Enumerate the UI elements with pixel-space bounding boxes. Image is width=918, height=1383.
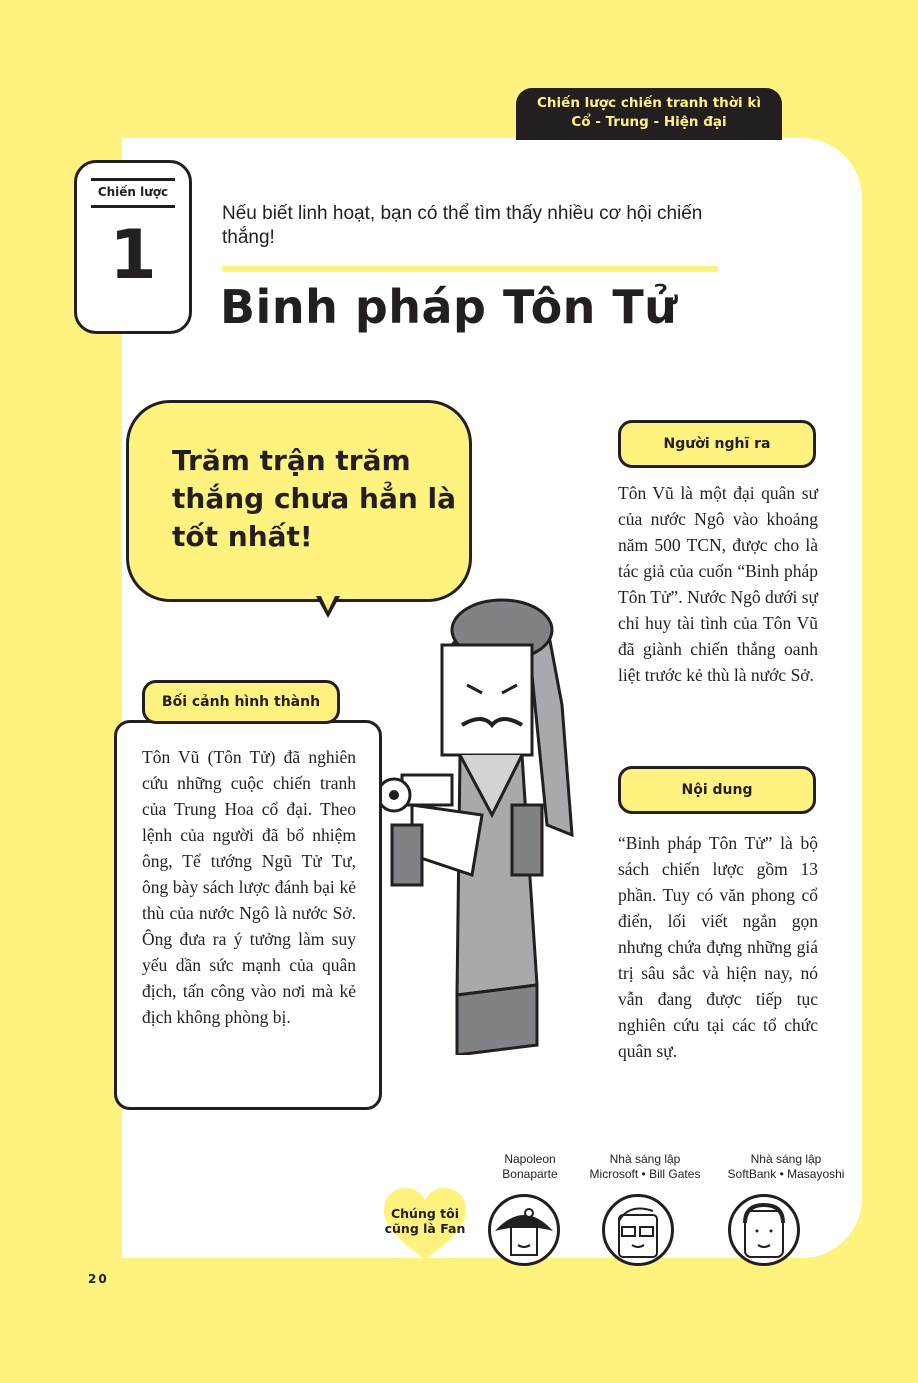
speech-bubble-text: Trăm trận trăm thắng chưa hẳn là tốt nhất!: [172, 444, 457, 553]
napoleon-portrait-icon: [488, 1194, 560, 1266]
fan-name-line: Nhà sáng lập: [750, 1152, 822, 1166]
fan-heart-label: Chúng tôi cũng là Fan: [384, 1206, 466, 1236]
sun-tzu-illustration-icon: [372, 585, 602, 1055]
series-tab-line1: Chiến lược chiến tranh thời kì: [537, 95, 761, 111]
context-text: Tôn Vũ (Tôn Tử) đã nghiên cứu những cuộc chiến tranh của Trung Hoa cổ đại. Theo lệnh của người đã bổ nhiệm ông, Tể tướng Ngũ Tử Tư, ông bày sách lược đánh bại kẻ thù của nước Ngô là nước Sở. Ông đưa ra ý tưởng làm suy yếu dần sức mạnh của quân địch, tấn công vào nơi mà kẻ địch không phòng bị.: [142, 747, 356, 1027]
subtitle: Nếu biết linh hoạt, bạn có thể tìm thấy nhiều cơ hội chiến thắng!: [222, 203, 703, 248]
bill-gates-portrait-icon: [602, 1194, 674, 1266]
divider: [222, 266, 718, 272]
context-label: Bối cảnh hình thành: [142, 680, 340, 724]
divider: [91, 178, 175, 181]
page-number: 20: [88, 1272, 109, 1286]
series-tab: [516, 88, 782, 140]
content-label: Nội dung: [618, 766, 816, 814]
fan-name-line: Napoleon: [504, 1152, 556, 1166]
inventor-label: Người nghĩ ra: [618, 420, 816, 468]
page-title: Binh pháp Tôn Tử: [220, 280, 678, 334]
content-text: “Binh pháp Tôn Tử” là bộ sách chiến lược gồm 13 phần. Tuy có văn phong cổ điển, lối viết ngắn gọn nhưng chứa đựng những giá trị sâu sắc và hiện nay, nó vẫn đang được tiếp tục nghiên cứu tại các tổ chức quân sự.: [618, 833, 818, 1061]
masayoshi-portrait-icon: [728, 1194, 800, 1266]
series-tab-line2: Cổ - Trung - Hiện đại: [571, 114, 727, 130]
fan-name-napoleon: [488, 1152, 572, 1182]
fan-name-line: Bonaparte: [502, 1167, 558, 1181]
strategy-number: 1: [109, 216, 157, 295]
fan-heart: [384, 1188, 466, 1262]
speech-bubble-tail: [316, 596, 340, 618]
fan-name-masayoshi: [716, 1152, 856, 1182]
fan-name-line: Nhà sáng lập: [609, 1152, 681, 1166]
fan-name-line: Microsoft • Bill Gates: [589, 1167, 701, 1181]
strategy-label: Chiến lược: [97, 185, 169, 199]
fan-name-line: SoftBank • Masayoshi: [727, 1167, 845, 1181]
fan-name-bill-gates: [575, 1152, 715, 1182]
strategy-card: [74, 160, 192, 334]
inventor-text: Tôn Vũ là một đại quân sư của nước Ngô vào khoảng năm 500 TCN, được cho là tác giả của cuốn “Binh pháp Tôn Tử”. Nước Ngô dưới sự chỉ huy tài tình của Tôn Vũ đã giành chiến thắng oanh liệt trước kẻ thù là nước Sở.: [618, 483, 818, 685]
